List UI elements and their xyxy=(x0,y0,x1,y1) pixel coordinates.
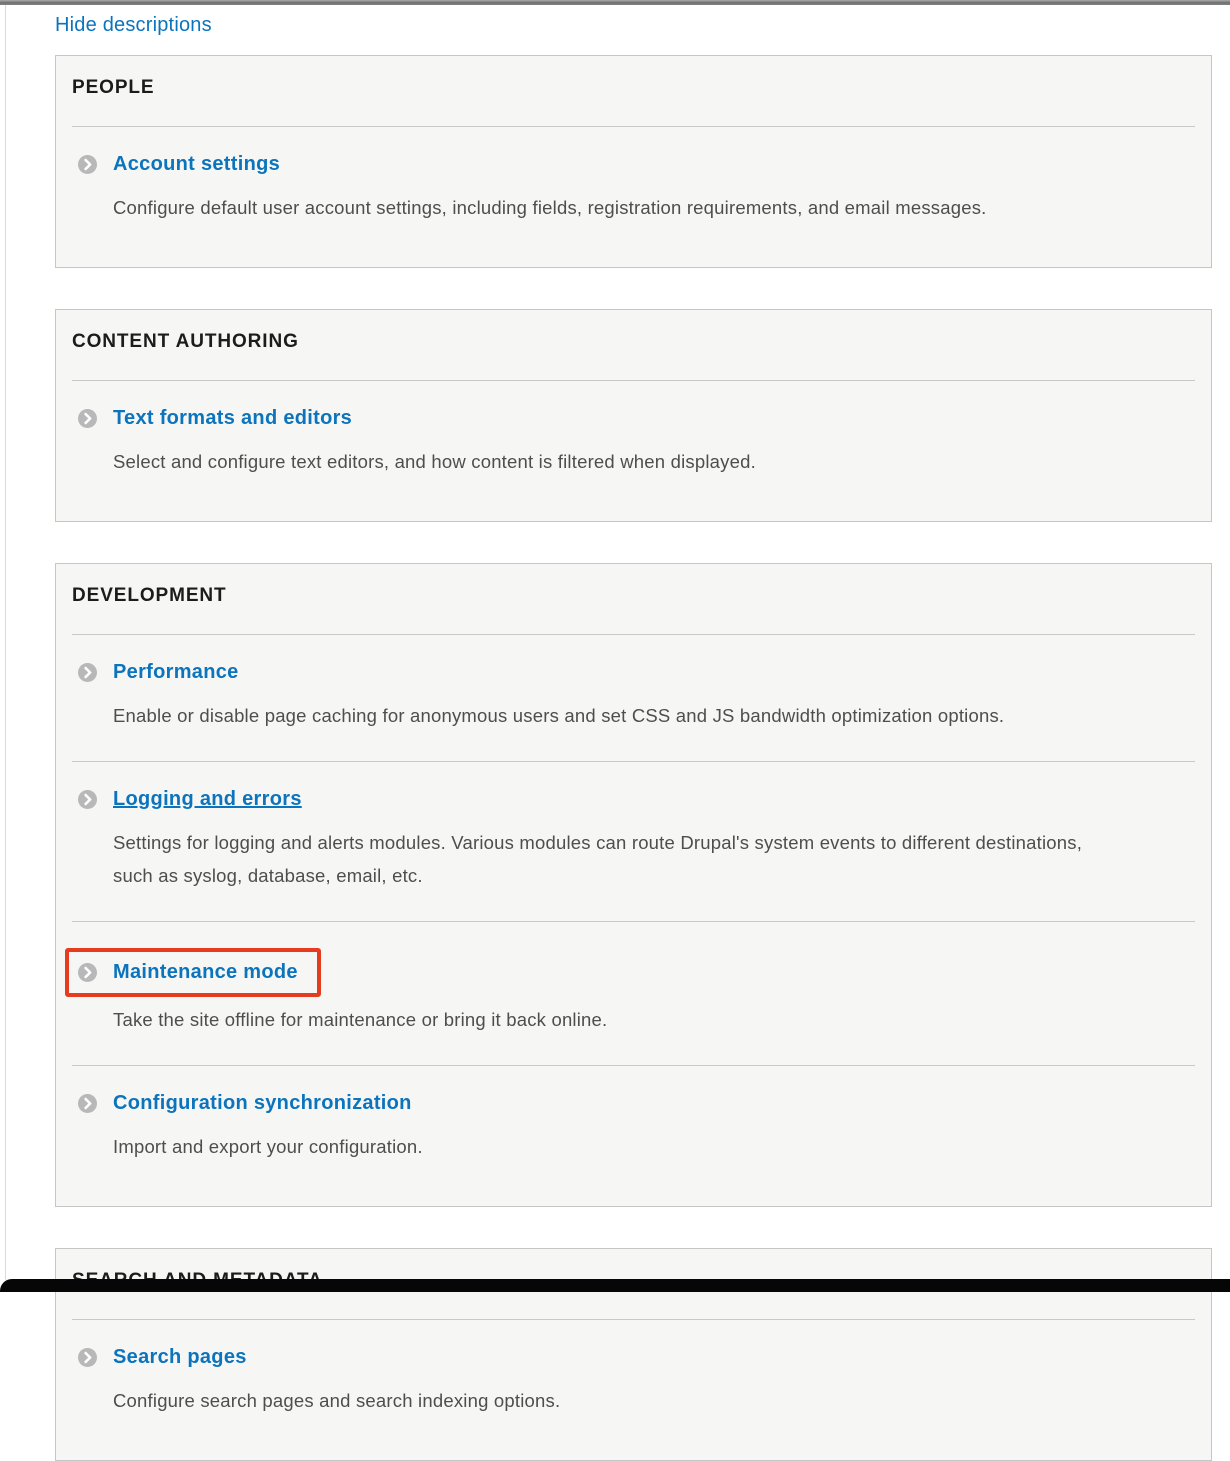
list-item-maintenance-mode xyxy=(72,922,1195,1066)
hide-descriptions-link[interactable]: Hide descriptions xyxy=(55,14,212,36)
section-title: PEOPLE xyxy=(72,77,155,98)
chevron-right-circle-icon xyxy=(78,409,97,428)
list-item xyxy=(72,1066,1195,1206)
item-head xyxy=(78,407,1195,430)
chevron-right-circle-icon xyxy=(78,790,97,809)
item-head xyxy=(78,1346,1195,1369)
chevron-right-circle-icon xyxy=(78,1094,97,1113)
content-left-border xyxy=(5,5,6,1280)
bottom-window-edge xyxy=(0,1279,1230,1292)
item-description: Take the site offline for maintenance or bring it back online. xyxy=(113,1009,608,1030)
list-item xyxy=(72,762,1195,922)
link-account-settings[interactable]: Account settings xyxy=(113,153,281,175)
section-content-authoring xyxy=(55,309,1212,522)
item-head xyxy=(78,788,1195,811)
chevron-right-circle-icon xyxy=(78,155,97,174)
list-item xyxy=(72,635,1195,762)
list-item xyxy=(72,1320,1195,1460)
item-description: Select and configure text editors, and how content is filtered when displayed. xyxy=(113,451,756,472)
item-description: Configure search pages and search indexing options. xyxy=(113,1390,561,1411)
list-item xyxy=(72,127,1195,267)
link-search-pages[interactable]: Search pages xyxy=(113,1346,247,1368)
item-head xyxy=(78,153,1195,176)
chevron-right-circle-icon xyxy=(78,963,97,982)
link-logging-and-errors[interactable]: Logging and errors xyxy=(113,788,302,810)
item-description: Configure default user account settings, including fields, registration requirements, and email messages. xyxy=(113,197,987,218)
item-description: Settings for logging and alerts modules. Various modules can route Drupal's system events to different destinations, such as syslog, database, email, etc. xyxy=(113,832,1083,886)
chevron-right-circle-icon xyxy=(78,1348,97,1367)
chevron-right-circle-icon xyxy=(78,663,97,682)
section-title: DEVELOPMENT xyxy=(72,585,227,606)
highlight-box xyxy=(65,948,321,997)
link-maintenance-mode[interactable]: Maintenance mode xyxy=(113,961,298,983)
window-top-edge xyxy=(0,0,1230,5)
section-development xyxy=(55,563,1212,1207)
list-item xyxy=(72,381,1195,521)
item-head xyxy=(78,1092,1195,1115)
link-performance[interactable]: Performance xyxy=(113,661,239,683)
item-description: Import and export your configuration. xyxy=(113,1136,423,1157)
section-people xyxy=(55,55,1212,268)
item-head xyxy=(78,661,1195,684)
link-configuration-synchronization[interactable]: Configuration synchronization xyxy=(113,1092,412,1114)
link-text-formats-and-editors[interactable]: Text formats and editors xyxy=(113,407,353,429)
item-description: Enable or disable page caching for anonymous users and set CSS and JS bandwidth optimization options. xyxy=(113,705,1005,726)
section-title: CONTENT AUTHORING xyxy=(72,331,299,352)
